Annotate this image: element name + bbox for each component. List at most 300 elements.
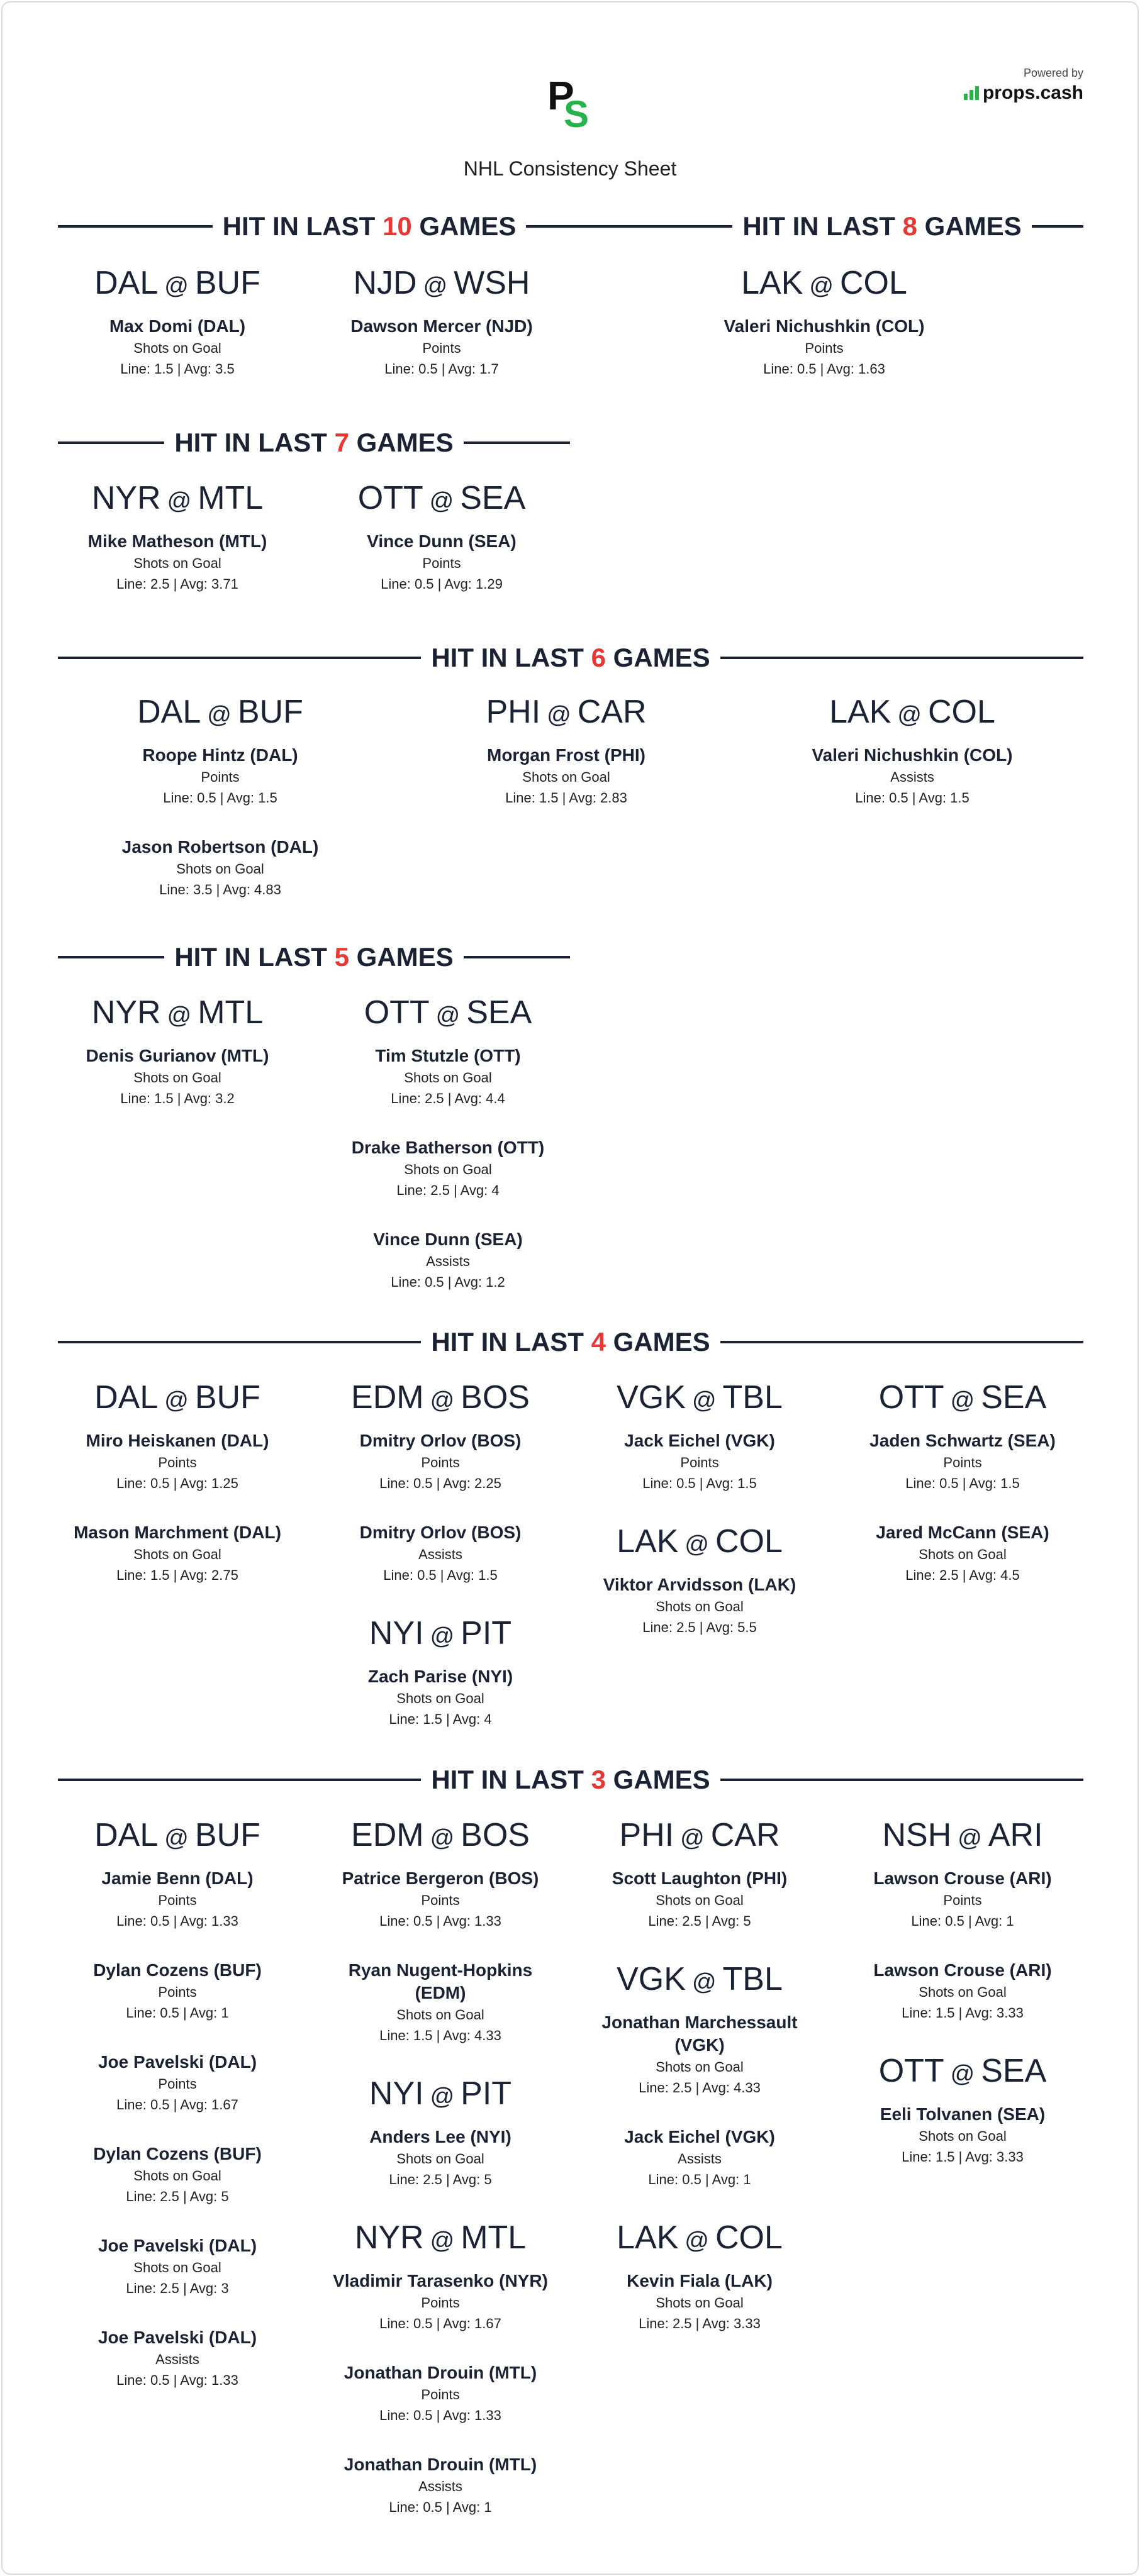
matchup-group [58, 1815, 297, 2390]
matchup-group [321, 2218, 560, 2518]
player-name: Drake Batherson (OTT) [351, 1138, 545, 1157]
player-name: Jason Robertson (DAL) [121, 837, 319, 857]
player-name: Jonathan Drouin (MTL) [344, 2363, 537, 2382]
home-team: PIT [461, 2075, 512, 2112]
matchup-title [580, 1377, 819, 1421]
line-avg [322, 359, 561, 379]
home-team: SEA [460, 480, 526, 516]
avg-value: 1.5 [950, 790, 970, 806]
prop-market: Points [421, 1455, 460, 1470]
separator: | [182, 2189, 187, 2204]
header-rule-left [58, 1779, 421, 1781]
away-team: PHI [619, 1817, 674, 1853]
prop-market: Shots on Goal [396, 1690, 484, 1706]
prop-market: Assists [890, 769, 934, 785]
matchup-column [322, 263, 561, 407]
line-avg [58, 574, 297, 594]
prop-market: Shots on Goal [133, 555, 221, 571]
matchup-column [82, 692, 359, 928]
at-symbol: @ [164, 1387, 189, 1414]
avg-label: Avg: [180, 1913, 208, 1929]
separator: | [182, 2280, 187, 2296]
separator: | [436, 2028, 440, 2043]
section-header [681, 208, 1083, 245]
prop-card [774, 744, 1051, 808]
line-value: 3.5 [193, 882, 213, 897]
section-title [742, 211, 1021, 242]
player-name: Dylan Cozens (BUF) [93, 1960, 262, 1980]
matchup-group [580, 1959, 819, 2190]
line-value: 2.5 [672, 2316, 692, 2331]
matchup-group [322, 478, 561, 594]
section-header [58, 639, 1083, 677]
prop-card [580, 1867, 819, 1931]
matchup-column [58, 263, 297, 407]
line-label: Line: [391, 1091, 421, 1106]
prop-market: Assists [155, 2351, 199, 2367]
line-avg [321, 2314, 560, 2334]
line-label: Line: [116, 1567, 147, 1583]
powered-by-label: Powered by [1023, 67, 1083, 79]
matchup-group [321, 1613, 560, 1729]
line-avg [58, 1089, 297, 1109]
line-avg [843, 1565, 1082, 1585]
prop-card [580, 2126, 819, 2190]
home-team: SEA [981, 2053, 1047, 2089]
at-symbol: @ [430, 1387, 455, 1414]
away-team: DAL [94, 265, 159, 301]
separator: | [173, 1567, 177, 1583]
header-rule-right [1032, 225, 1083, 228]
line-value: 2.5 [676, 1619, 696, 1635]
matchup-title [321, 2218, 560, 2261]
prop-card [428, 744, 705, 808]
line-value: 2.5 [939, 1567, 959, 1583]
section-title-suffix: GAMES [419, 211, 517, 241]
separator: | [705, 2172, 709, 2187]
matchup-title [58, 478, 297, 521]
avg-label: Avg: [969, 1567, 997, 1583]
matchup-group [322, 992, 574, 1292]
avg-value: 1.33 [474, 2407, 501, 2423]
avg-value: 4.5 [1000, 1567, 1020, 1583]
line-avg [58, 2370, 297, 2390]
matchup-title [580, 1959, 819, 2002]
separator: | [699, 1475, 703, 1491]
line-label: Line: [163, 790, 193, 806]
prop-market: Shots on Goal [133, 2168, 221, 2184]
home-team: ARI [988, 1817, 1043, 1853]
line-avg [321, 1709, 560, 1729]
line-label: Line: [379, 2028, 410, 2043]
prop-market: Shots on Goal [656, 1892, 744, 1908]
at-symbol: @ [897, 702, 922, 728]
player-name: Lawson Crouse (ARI) [873, 1868, 1052, 1888]
prop-card [580, 2270, 819, 2334]
away-team: DAL [137, 694, 201, 730]
matchup-column [580, 1815, 819, 2362]
player-name: Morgan Frost (PHI) [487, 745, 645, 765]
avg-value: 1.67 [211, 2097, 238, 2112]
section-game-count: 6 [591, 643, 606, 672]
matchup-title [58, 1815, 297, 1858]
avg-label: Avg: [706, 1475, 734, 1491]
line-label: Line: [396, 1182, 427, 1198]
header-rule-left [58, 956, 164, 958]
separator: | [436, 1913, 440, 1929]
section-title-prefix: HIT IN LAST [431, 1327, 584, 1357]
prop-card [322, 1045, 574, 1109]
player-name: Valeri Nichushkin (COL) [724, 316, 925, 336]
section-game-count: 7 [334, 428, 349, 457]
brand-link[interactable] [964, 82, 1083, 104]
at-symbol: @ [691, 1387, 717, 1414]
separator: | [177, 1091, 181, 1106]
player-name: Jack Eichel (VGK) [624, 1431, 775, 1450]
separator: | [173, 576, 177, 592]
line-avg [322, 1089, 574, 1109]
prop-market: Assists [678, 2151, 722, 2167]
line-avg [58, 1474, 297, 1494]
at-symbol: @ [958, 1825, 982, 1852]
line-value: 0.5 [418, 361, 438, 377]
prop-card [322, 530, 561, 594]
home-team: SEA [466, 994, 532, 1031]
separator: | [441, 361, 445, 377]
line-value: 0.5 [417, 1567, 437, 1583]
avg-value: 1 [1006, 1913, 1014, 1929]
player-name: Miro Heiskanen (DAL) [86, 1431, 269, 1450]
separator: | [447, 1091, 452, 1106]
player-name: Jack Eichel (VGK) [624, 2127, 775, 2146]
separator: | [173, 2372, 177, 2388]
prop-market: Points [421, 1892, 460, 1908]
header-rule-left [58, 225, 213, 228]
separator: | [173, 1475, 177, 1491]
line-value: 2.5 [150, 576, 170, 592]
matchup-column [322, 478, 561, 622]
avg-value: 1.33 [211, 2372, 238, 2388]
away-team: OTT [357, 480, 423, 516]
away-team: NYR [91, 480, 161, 516]
player-name: Zach Parise (NYI) [367, 1667, 513, 1686]
matchup-title [843, 2051, 1082, 2094]
separator: | [695, 2316, 700, 2331]
player-name: Jared McCann (SEA) [876, 1523, 1049, 1542]
line-value: 2.5 [160, 2280, 179, 2296]
matchup-title [322, 478, 561, 521]
prop-market: Assists [418, 2479, 462, 2494]
avg-value: 3 [221, 2280, 229, 2296]
prop-market: Points [158, 1892, 197, 1908]
line-value: 2.5 [672, 2080, 692, 2096]
line-value: 1.5 [154, 361, 174, 377]
avg-label: Avg: [702, 2316, 730, 2331]
line-label: Line: [379, 2316, 410, 2331]
avg-value: 1.2 [486, 1274, 505, 1290]
avg-label: Avg: [975, 1913, 1003, 1929]
line-value: 0.5 [682, 2172, 701, 2187]
line-avg [321, 1474, 560, 1494]
line-value: 2.5 [160, 2189, 179, 2204]
line-avg [580, 2078, 819, 2098]
prop-market: Shots on Goal [919, 1984, 1007, 2000]
prop-card [580, 2011, 819, 2098]
separator: | [173, 1913, 177, 1929]
avg-label: Avg: [443, 2316, 471, 2331]
home-team: BUF [194, 1817, 260, 1853]
prop-market: Points [422, 340, 461, 356]
line-avg [82, 880, 359, 900]
section-title [431, 643, 710, 673]
matchup-group [322, 263, 561, 379]
section-title-suffix: GAMES [924, 211, 1022, 241]
matchup-title [774, 692, 1051, 735]
header-rule-right [720, 657, 1083, 659]
away-team: NJD [353, 265, 417, 301]
line-value: 0.5 [413, 1913, 433, 1929]
at-symbol: @ [167, 488, 192, 514]
prop-card [321, 2453, 560, 2518]
avg-value: 1.67 [474, 2316, 501, 2331]
avg-value: 3.5 [215, 361, 235, 377]
line-value: 0.5 [150, 2097, 170, 2112]
section-game-count: 5 [334, 942, 349, 972]
prop-market: Points [201, 769, 240, 785]
avg-label: Avg: [965, 2005, 993, 2021]
matchup-title [705, 263, 944, 306]
line-avg [774, 788, 1051, 808]
avg-label: Avg: [180, 2097, 208, 2112]
avg-value: 1.5 [478, 1567, 498, 1583]
prop-market: Assists [418, 1546, 462, 1562]
avg-value: 3.33 [734, 2316, 761, 2331]
line-label: Line: [902, 2005, 932, 2021]
line-label: Line: [389, 1711, 420, 1727]
prop-card [322, 315, 561, 379]
home-team: COL [839, 265, 907, 301]
prop-card [321, 2362, 560, 2426]
matchup-title [58, 263, 297, 306]
line-avg [580, 1618, 819, 1638]
line-value: 0.5 [413, 2316, 433, 2331]
away-team: NYR [354, 2219, 424, 2256]
line-label: Line: [383, 1567, 413, 1583]
player-name: Kevin Fiala (LAK) [627, 2271, 773, 2290]
avg-label: Avg: [443, 1913, 471, 1929]
home-team: TBL [722, 1961, 783, 1997]
prop-card [843, 1867, 1082, 1931]
away-team: LAK [617, 1523, 679, 1560]
avg-value: 1 [484, 2499, 492, 2515]
line-value: 0.5 [945, 1913, 964, 1929]
matchup-group [774, 692, 1051, 808]
section-title [431, 1327, 710, 1357]
avg-value: 3.2 [215, 1091, 235, 1106]
player-name: Vince Dunn (SEA) [367, 531, 517, 551]
avg-label: Avg: [447, 1567, 475, 1583]
player-name: Scott Laughton (PHI) [612, 1868, 788, 1888]
line-avg [322, 1272, 574, 1292]
separator: | [220, 790, 224, 806]
player-name: Eeli Tolvanen (SEA) [880, 2104, 1046, 2124]
home-team: MTL [198, 994, 264, 1031]
matchup-column [843, 1377, 1082, 1613]
prop-card [58, 2235, 297, 2299]
avg-value: 4.33 [734, 2080, 761, 2096]
matchup-title [321, 1377, 560, 1421]
prop-market: Shots on Goal [656, 1599, 744, 1614]
prop-market: Points [158, 2076, 197, 2092]
header-rule-left [58, 1341, 421, 1343]
prop-card [58, 530, 297, 594]
bar-chart-icon [964, 86, 979, 100]
prop-card [321, 1867, 560, 1931]
line-value: 0.5 [889, 790, 908, 806]
player-name: Tim Stutzle (OTT) [375, 1046, 521, 1065]
home-team: MTL [198, 480, 264, 516]
line-value: 2.5 [425, 1091, 444, 1106]
matchup-group [580, 2218, 819, 2334]
player-name: Dylan Cozens (BUF) [93, 2144, 262, 2163]
line-value: 0.5 [150, 1913, 170, 1929]
avg-label: Avg: [454, 1274, 483, 1290]
line-value: 0.5 [414, 576, 434, 592]
at-symbol: @ [423, 273, 448, 299]
line-avg [321, 2170, 560, 2190]
line-label: Line: [116, 1913, 147, 1929]
line-label: Line: [391, 1274, 421, 1290]
section-header [58, 208, 681, 245]
line-label: Line: [384, 361, 415, 377]
avg-label: Avg: [189, 2280, 218, 2296]
away-team: NYI [369, 2075, 424, 2112]
line-label: Line: [379, 1913, 410, 1929]
section-header [58, 1323, 1083, 1361]
prop-card [321, 1521, 560, 1585]
home-team: BUF [194, 1379, 260, 1416]
at-symbol: @ [547, 702, 571, 728]
prop-card [58, 1867, 297, 1931]
avg-label: Avg: [452, 1711, 481, 1727]
prop-card [580, 1430, 819, 1494]
section-title [174, 428, 453, 458]
line-avg [843, 2003, 1082, 2023]
matchup-group [321, 1377, 560, 1585]
at-symbol: @ [809, 273, 834, 299]
away-team: LAK [617, 2219, 679, 2256]
line-avg [58, 2279, 297, 2299]
section-game-count: 10 [382, 211, 412, 241]
avg-value: 1.7 [479, 361, 499, 377]
at-symbol: @ [685, 1531, 709, 1558]
line-avg [580, 1911, 819, 1931]
line-avg [843, 1911, 1082, 1931]
avg-value: 3.33 [997, 2149, 1024, 2165]
prop-card [322, 1136, 574, 1201]
prop-card [58, 2326, 297, 2390]
line-label: Line: [855, 790, 885, 806]
player-name: Mason Marchment (DAL) [74, 1523, 281, 1542]
line-avg [58, 2187, 297, 2207]
section-title-suffix: GAMES [356, 942, 454, 972]
player-name: Valeri Nichushkin (COL) [812, 745, 1013, 765]
home-team: BUF [194, 265, 260, 301]
matchup-column [58, 1377, 297, 1613]
line-value: 2.5 [423, 2172, 442, 2187]
away-team: DAL [94, 1379, 159, 1416]
at-symbol: @ [429, 488, 454, 514]
line-label: Line: [648, 1913, 679, 1929]
line-avg [321, 2497, 560, 2518]
at-symbol: @ [164, 273, 189, 299]
section-title [223, 211, 517, 242]
line-avg [58, 2003, 297, 2023]
separator: | [436, 2316, 440, 2331]
separator: | [705, 1913, 709, 1929]
avg-label: Avg: [569, 790, 596, 806]
avg-label: Avg: [444, 576, 472, 592]
section-title-suffix: GAMES [613, 1765, 710, 1794]
line-label: Line: [126, 2189, 157, 2204]
line-label: Line: [902, 2149, 932, 2165]
away-team: EDM [351, 1817, 424, 1853]
matchup-title [322, 992, 574, 1036]
prop-card [58, 1521, 297, 1585]
at-symbol: @ [430, 2084, 455, 2110]
avg-value: 3.33 [997, 2005, 1024, 2021]
prop-market: Points [680, 1455, 719, 1470]
prop-market: Points [158, 1984, 197, 2000]
away-team: LAK [829, 694, 891, 730]
line-value: 0.5 [150, 2372, 170, 2388]
matchup-group [580, 1815, 819, 1931]
separator: | [958, 2149, 963, 2165]
line-value: 0.5 [676, 1475, 696, 1491]
home-team: CAR [710, 1817, 780, 1853]
prop-market: Shots on Goal [133, 1070, 221, 1085]
separator: | [437, 576, 442, 592]
player-name: Jamie Benn (DAL) [101, 1868, 254, 1888]
avg-label: Avg: [180, 2372, 208, 2388]
avg-value: 1.63 [858, 361, 885, 377]
prop-market: Points [943, 1892, 982, 1908]
matchup-title [58, 1377, 297, 1421]
avg-label: Avg: [965, 2149, 993, 2165]
line-value: 0.5 [197, 790, 216, 806]
header-rule-right [720, 1341, 1083, 1343]
section-title-suffix: GAMES [613, 1327, 710, 1357]
prop-card [580, 1574, 819, 1638]
avg-label: Avg: [452, 2172, 481, 2187]
avg-value: 3.71 [211, 576, 238, 592]
header-rule-right [720, 1779, 1083, 1781]
prop-card [82, 744, 359, 808]
matchup-group [580, 1377, 819, 1494]
avg-value: 1 [743, 2172, 751, 2187]
section-title-prefix: HIT IN LAST [174, 942, 327, 972]
avg-label: Avg: [226, 790, 255, 806]
separator: | [216, 882, 220, 897]
avg-value: 1.25 [211, 1475, 238, 1491]
section-title-prefix: HIT IN LAST [742, 211, 895, 241]
line-value: 0.5 [423, 2499, 442, 2515]
prop-card [705, 315, 944, 379]
player-name: Joe Pavelski (DAL) [98, 2236, 257, 2255]
separator: | [820, 361, 824, 377]
player-name: Mike Matheson (MTL) [87, 531, 267, 551]
prop-market: Assists [426, 1253, 470, 1269]
